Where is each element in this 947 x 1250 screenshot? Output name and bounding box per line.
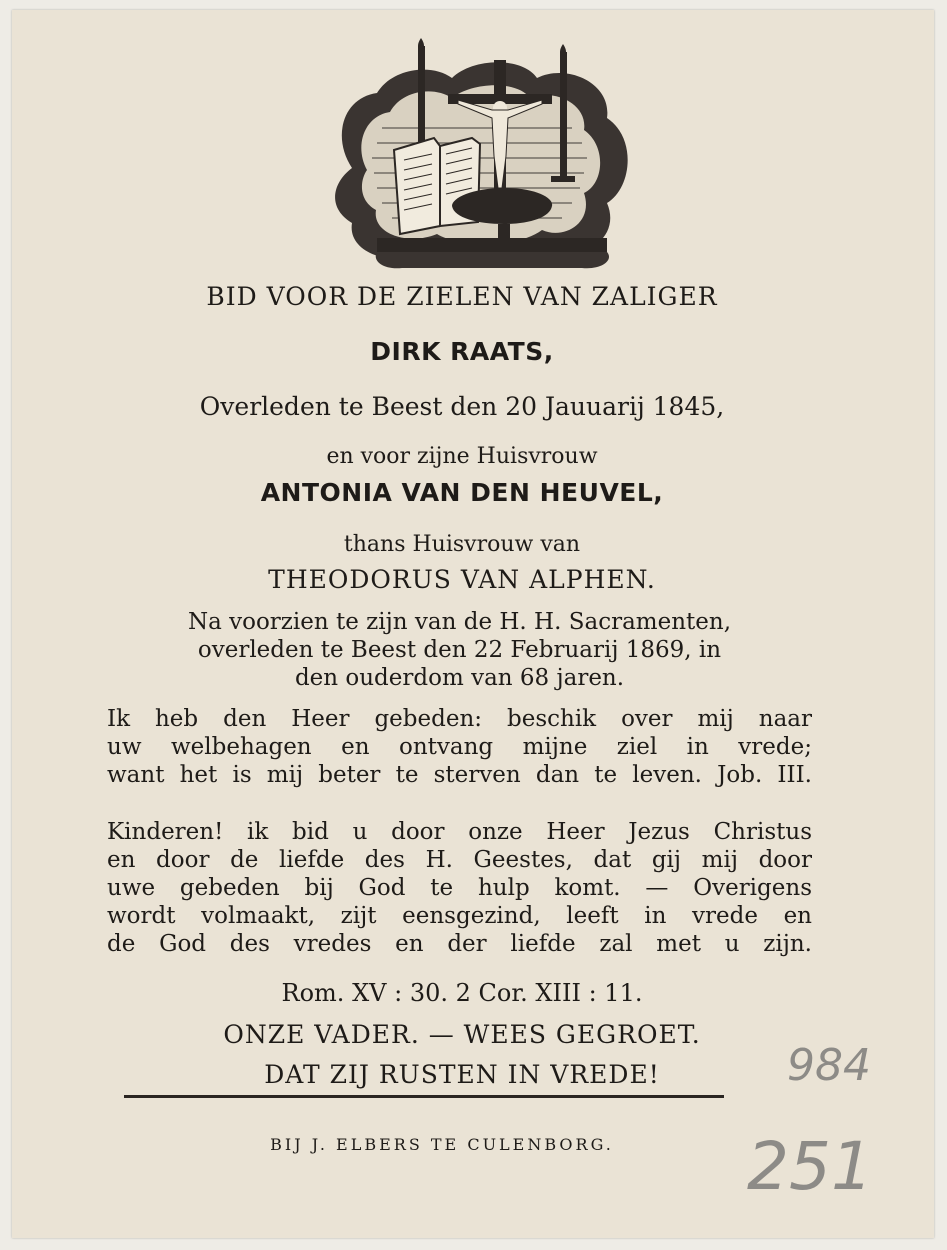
scripture-reference: Rom. XV : 30. 2 Cor. XIII : 11.: [281, 979, 643, 1007]
deceased-name-2: ANTONIA VAN DEN HEUVEL,: [260, 478, 664, 507]
husband-name: THEODORUS VAN ALPHEN.: [268, 565, 656, 594]
printer-imprint: BIJ J. ELBERS TE CULENBORG.: [270, 1135, 614, 1154]
prayers-line: ONZE VADER. — WEES GEGROET.: [223, 1020, 701, 1049]
deceased-name-1: DIRK RAATS,: [370, 337, 554, 366]
prayer-header: BID VOOR DE ZIELEN VAN ZALIGER: [206, 282, 718, 311]
pencil-note-2: 251: [747, 1128, 873, 1205]
rest-in-peace-line: DAT ZIJ RUSTEN IN VREDE!: [264, 1060, 660, 1089]
memorial-card: [12, 10, 934, 1238]
crucifix-vignette-icon: [322, 38, 642, 283]
widow-line: thans Huisvrouw van: [343, 532, 581, 557]
wife-intro: en voor zijne Huisvrouw: [326, 444, 598, 469]
pencil-note-1: 984: [787, 1040, 871, 1091]
death-notice-2: Na voorzien te zijn van de H. H. Sacramenten, overleden te Beest den 22 Februarij 1869, in den ouderdom van 68 jaren.: [187, 609, 732, 691]
job-quote: Ik heb den Heer gebeden: beschik over mij naar uw welbehagen en ontvang mijne ziel in vrede; want het is mij beter te sterven dan te leven. Job. III.: [107, 706, 812, 788]
scripture-quote: Kinderen! ik bid u door onze Heer Jezus Christus en door de liefde des H. Geestes, dat gij mij door uwe gebeden bij God te hulp komt. — Overigens wordt volmaakt, zijt eensgezind, leeft in vrede en de God des vredes en der liefde zal met u zijn.: [107, 819, 812, 957]
death-notice-1: Overleden te Beest den 20 Jauuarij 1845,: [199, 392, 725, 421]
divider-rule: [124, 1095, 724, 1098]
